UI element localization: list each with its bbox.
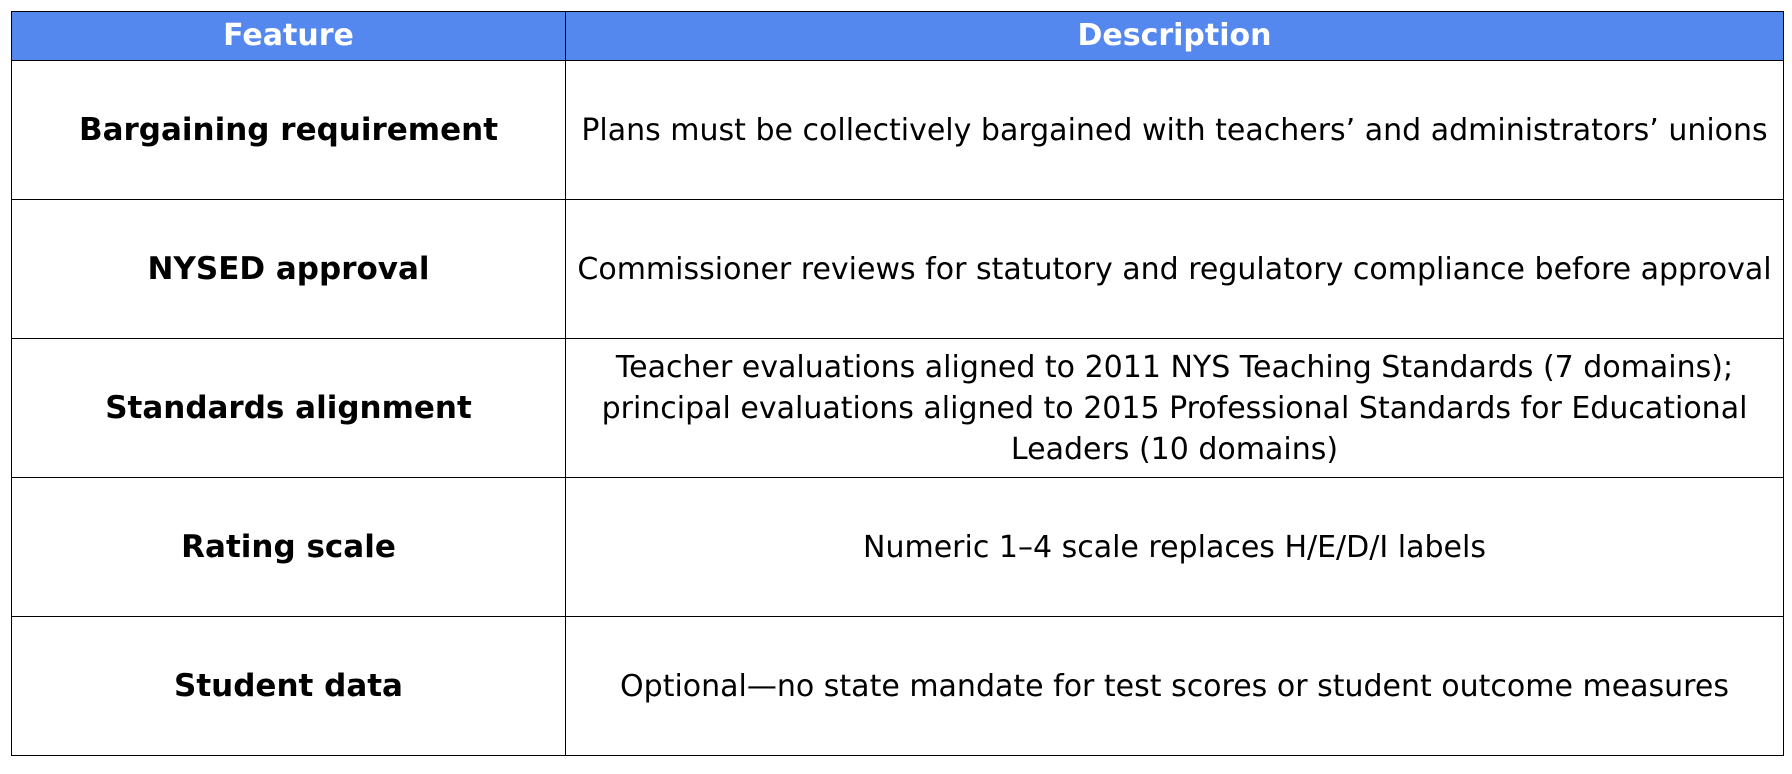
table-row — [12, 478, 1784, 617]
table-row — [12, 339, 1784, 478]
table-body — [12, 61, 1784, 756]
feature-cell: Rating scale — [12, 478, 566, 617]
header-feature: Feature — [12, 12, 566, 61]
description-cell: Optional—no state mandate for test scores or student outcome measures — [566, 617, 1784, 756]
feature-cell: Bargaining requirement — [12, 61, 566, 200]
table-row — [12, 61, 1784, 200]
feature-cell: NYSED approval — [12, 200, 566, 339]
description-cell: Numeric 1–4 scale replaces H/E/D/I labels — [566, 478, 1784, 617]
feature-cell: Student data — [12, 617, 566, 756]
table-header-row — [12, 12, 1784, 61]
table-row — [12, 200, 1784, 339]
description-cell: Commissioner reviews for statutory and regulatory compliance before approval — [566, 200, 1784, 339]
description-cell: Plans must be collectively bargained with teachers’ and administrators’ unions — [566, 61, 1784, 200]
table-header — [12, 12, 1784, 61]
feature-table-container — [11, 11, 1784, 756]
header-description: Description — [566, 12, 1784, 61]
feature-cell: Standards alignment — [12, 339, 566, 478]
description-cell: Teacher evaluations aligned to 2011 NYS Teaching Standards (7 domains); principal evaluations aligned to 2015 Professional Standards for Educational Leaders (10 domains) — [566, 339, 1784, 478]
feature-description-table — [11, 11, 1784, 756]
table-row — [12, 617, 1784, 756]
